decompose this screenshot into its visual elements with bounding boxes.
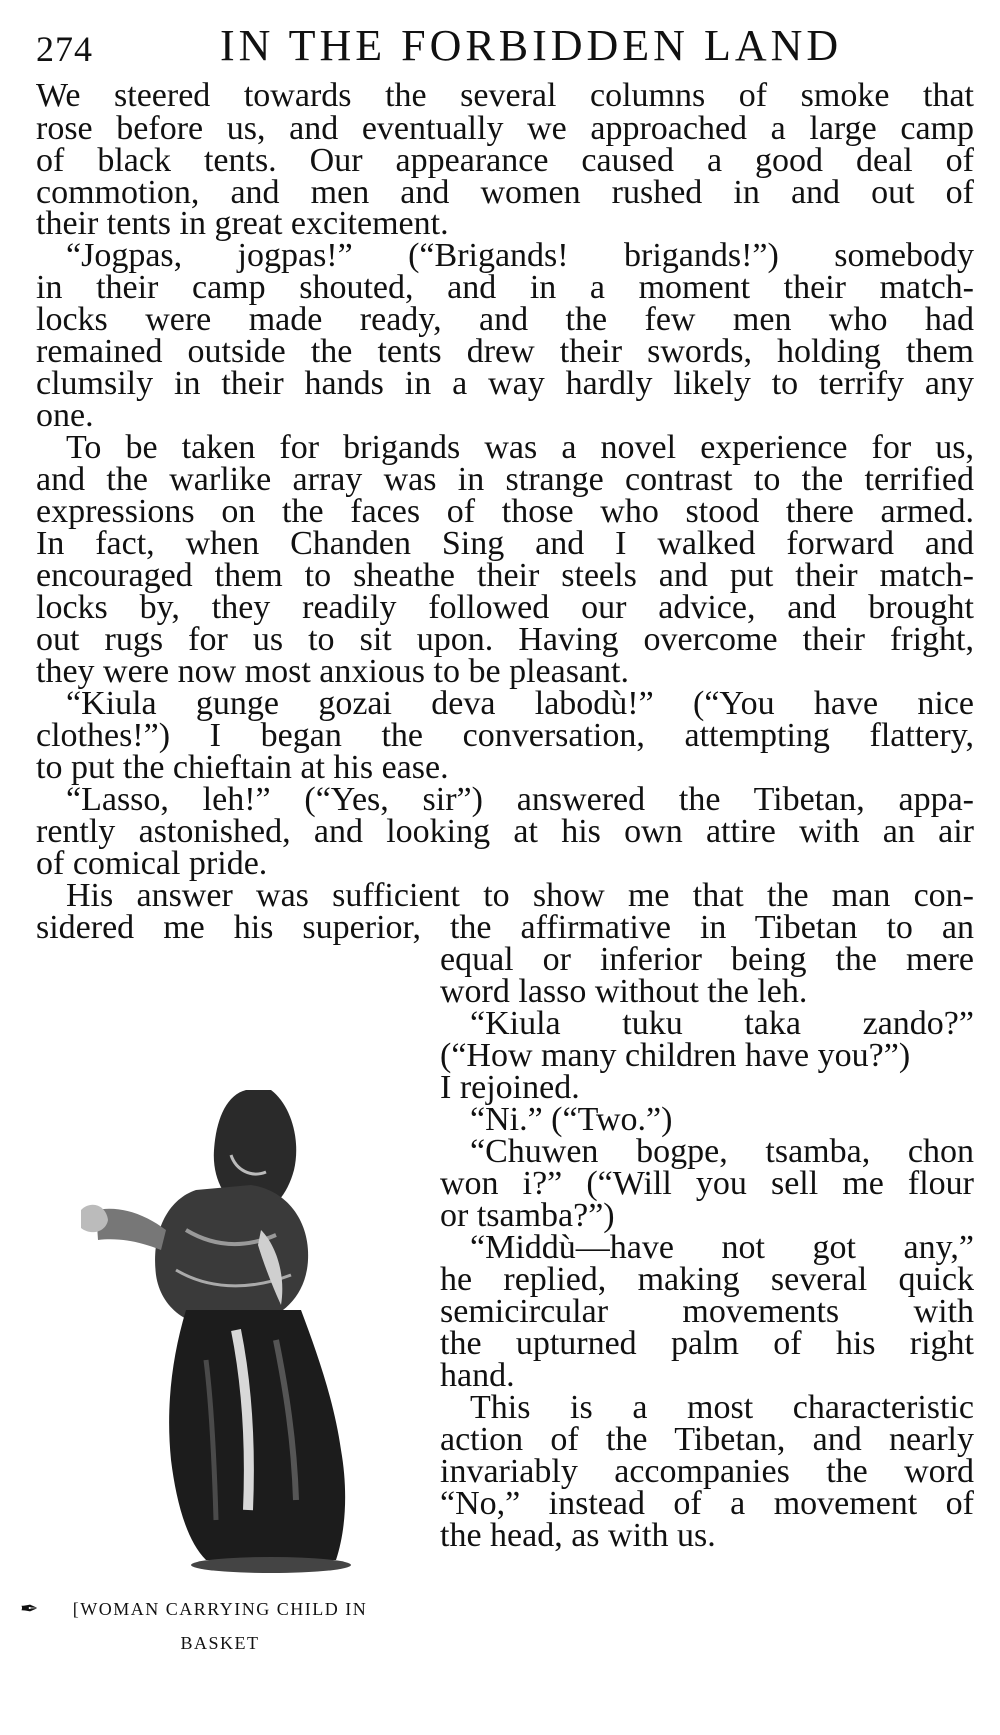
text-line: invariably accompanies the word (440, 1453, 974, 1490)
text-line: sidered me his superior, the affirmative in Tibetan to an (36, 909, 974, 946)
text-line: out rugs for us to sit upon. Having overcome their fright, (36, 621, 974, 658)
text-line: the head, as with us. (440, 1517, 716, 1554)
text-line: won i?” (“Will you sell me flour (440, 1165, 974, 1202)
text-line: His answer was sufficient to show me that the man con- (66, 877, 974, 914)
text-line: (“How many children have you?”) (440, 1037, 911, 1074)
text-line: This is a most characteristic (470, 1389, 974, 1426)
text-line: locks were made ready, and the few men who had (36, 301, 974, 338)
text-line: “Kiula tuku taka zando?” (470, 1005, 974, 1042)
text-line: one. (36, 397, 94, 434)
running-head: IN THE FORBIDDEN LAND (220, 21, 843, 70)
caption-line: [WOMAN CARRYING CHILD IN (72, 1599, 368, 1619)
text-line: rose before us, and eventually we approached a large camp (36, 110, 974, 147)
text-line: In fact, when Chanden Sing and I walked forward and (36, 525, 974, 562)
text-line: to put the chieftain at his ease. (36, 749, 449, 786)
text-line: expressions on the faces of those who stood there armed. (36, 493, 974, 530)
caption-line: BASKET (180, 1633, 260, 1653)
text-line: the upturned palm of his right (440, 1325, 974, 1362)
text-line: “Chuwen bogpe, tsamba, chon (470, 1133, 974, 1170)
page-header (30, 18, 980, 74)
text-line: and the warlike array was in strange contrast to the terrified (36, 461, 974, 498)
text-line: rently astonished, and looking at his own attire with an air (36, 813, 974, 850)
text-line: commotion, and men and women rushed in and out of (36, 174, 974, 211)
text-line: “Kiula gunge gozai deva labodù!” (“You have nice (66, 685, 974, 722)
text-line: semicircular movements with (440, 1293, 974, 1330)
woman-carrying-child-illustration (36, 1060, 416, 1580)
text-line: encouraged them to sheathe their steels and put their match- (36, 557, 974, 594)
text-line: hand. (440, 1357, 515, 1394)
text-line: We steered towards the several columns of smoke that (36, 77, 974, 114)
text-line: I rejoined. (440, 1069, 580, 1106)
text-line: they were now most anxious to be pleasant. (36, 653, 629, 690)
text-line: To be taken for brigands was a novel experience for us, (66, 429, 974, 466)
figure-caption (20, 1592, 420, 1660)
text-line: or tsamba?”) (440, 1197, 615, 1234)
text-line: clothes!”) I began the conversation, attempting flattery, (36, 717, 974, 754)
text-line: of comical pride. (36, 845, 268, 882)
text-line: “Lasso, leh!” (“Yes, sir”) answered the Tibetan, appa- (66, 781, 974, 818)
text-line: equal or inferior being the mere (440, 941, 974, 978)
text-line: he replied, making several quick (440, 1261, 974, 1298)
illustration-woman-carrying-child (36, 1060, 416, 1580)
text-line: of black tents. Our appearance caused a good deal of (36, 142, 974, 179)
page-number: 274 (36, 29, 93, 69)
text-line: “Ni.” (“Two.”) (470, 1101, 673, 1138)
text-line: their tents in great excitement. (36, 205, 449, 242)
text-line: “Jogpas, jogpas!” (“Brigands! brigands!”) somebody (66, 237, 974, 274)
text-line: “No,” instead of a movement of (440, 1485, 974, 1522)
text-line: locks by, they readily followed our advice, and brought (36, 589, 974, 626)
text-line: remained outside the tents drew their swords, holding them (36, 333, 974, 370)
text-line: clumsily in their hands in a way hardly likely to terrify any (36, 365, 974, 402)
text-line: word lasso without the leh. (440, 973, 808, 1010)
text-line: “Middù—have not got any,” (470, 1229, 974, 1266)
text-line: in their camp shouted, and in a moment their match- (36, 269, 974, 306)
pen-nib-icon: ✒ (20, 1596, 40, 1621)
text-line: action of the Tibetan, and nearly (440, 1421, 974, 1458)
